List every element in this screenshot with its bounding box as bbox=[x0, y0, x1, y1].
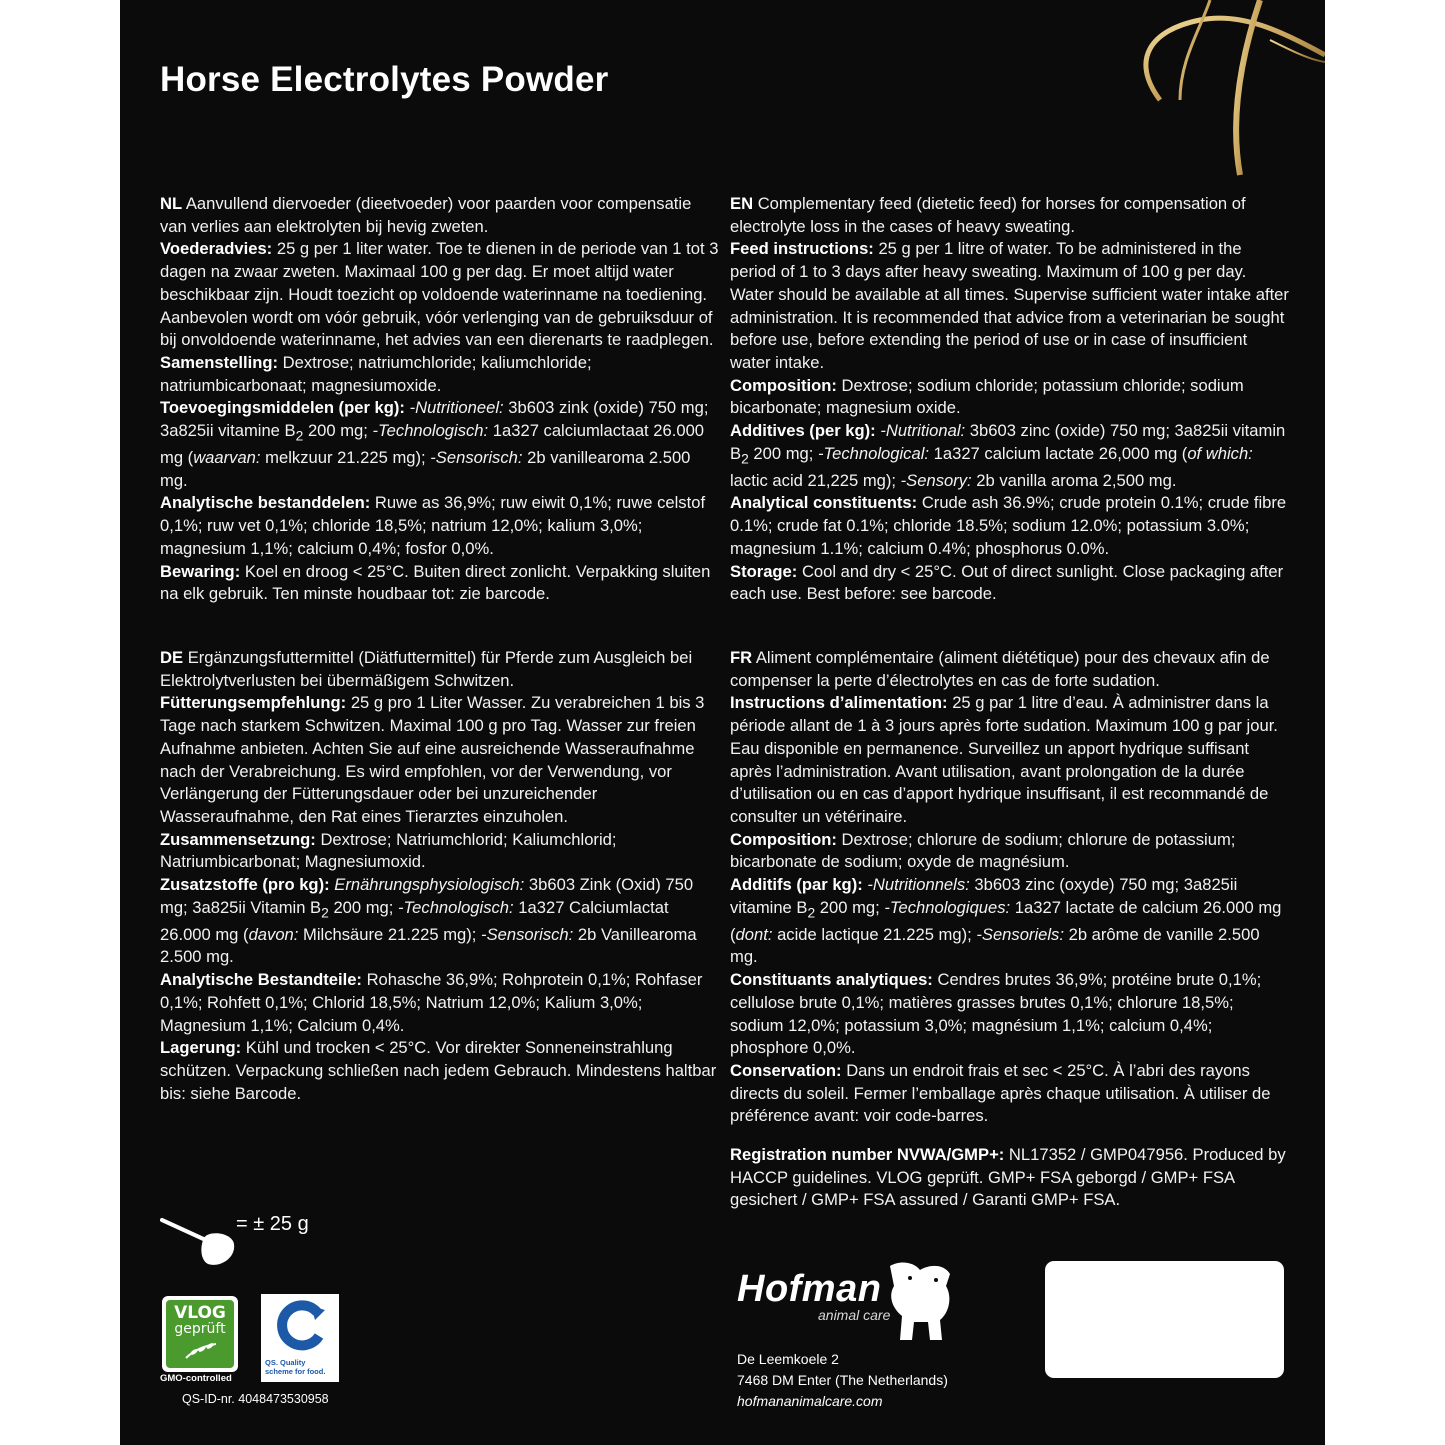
french-section bbox=[730, 647, 1290, 1128]
gold-flourish-icon bbox=[1120, 0, 1325, 180]
fr-feed: Instructions d’alimentation: 25 g par 1 litre d’eau. À administrer dans la période allant de 1 à 3 jours après forte sudation. Maximum 100 g par jour. Eau disponible en permanence. Surveillez un apport hydrique suffisant après l’administration. Avant utilisation, avant prolongation de la durée d’utilisation ou en cas d’apport hydrique insuffisant, il est recommandé de consulter un vétérinaire. bbox=[730, 693, 1278, 826]
barcode-area bbox=[1045, 1261, 1284, 1378]
german-section bbox=[160, 647, 720, 1105]
nl-feed: Voederadvies: 25 g per 1 liter water. Toe te dienen in de periode van 1 tot 3 dagen na zwaar zweten. Maximaal 100 g per dag. Er moet altijd water beschikbaar zijn. Houdt toezicht op voldoende waterinname na toediening. Aanbevolen wordt om vóór gebruik, vóór verlenging van de gebruiksduur of bij onvoldoende waterinname, het advies van een dierenarts te raadplegen. bbox=[160, 239, 719, 350]
leaf-icon bbox=[184, 1340, 218, 1362]
address-block bbox=[737, 1349, 948, 1412]
de-storage: Lagerung: Kühl und trocken < 25°C. Vor direkter Sonneneinstrahlung schützen. Verpackung schließen nach jedem Gebrauch. Mindestens haltbar bis: siehe Barcode. bbox=[160, 1038, 717, 1103]
english-section bbox=[730, 193, 1290, 606]
vlog-badge-inner bbox=[166, 1300, 234, 1368]
vlog-badge bbox=[162, 1296, 238, 1372]
qs-arrow-icon bbox=[261, 1298, 339, 1358]
nl-storage: Bewaring: Koel en droog < 25°C. Buiten direct zonlicht. Verpakking sluiten na elk gebruik. Ten minste houdbaar tot: zie barcode. bbox=[160, 561, 711, 604]
registration-block bbox=[730, 1144, 1290, 1212]
website-link[interactable]: hofmananimalcare.com bbox=[737, 1393, 883, 1409]
qs-id: QS-ID-nr. 4048473530958 bbox=[182, 1392, 329, 1406]
en-storage: Storage: Cool and dry < 25°C. Out of direct sunlight. Close packaging after each use. Best before: see barcode. bbox=[730, 561, 1284, 604]
en-intro: EN Complementary feed (dietetic feed) for horses for compensation of electrolyte loss in the cases of heavy sweating. bbox=[730, 194, 1246, 236]
de-analytical: Analytische Bestandteile: Rohasche 36,9%; Rohprotein 0,1%; Rohfaser 0,1%; Rohfett 0,1%; Chlorid 18,5%; Natrium 12,0%; Kalium 3,0%; Magnesium 1,1%; Calcium 0,4%. bbox=[160, 970, 703, 1035]
address-line-2: 7468 DM Enter (The Netherlands) bbox=[737, 1372, 948, 1388]
animals-logo-icon bbox=[880, 1256, 960, 1342]
product-title: Horse Electrolytes Powder bbox=[160, 60, 609, 99]
qs-badge bbox=[261, 1294, 339, 1382]
en-composition: Composition: Dextrose; sodium chloride; potassium chloride; sodium bicarbonate; magnesium oxide. bbox=[730, 375, 1244, 418]
de-intro: DE Ergänzungsfuttermittel (Diätfuttermittel) für Pferde zum Ausgleich bei Elektrolytverlusten bei übermäßigem Schwitzen. bbox=[160, 648, 693, 690]
vlog-title: VLOG bbox=[174, 1303, 226, 1323]
brand-logo: Hofman bbox=[737, 1268, 882, 1310]
en-analytical: Analytical constituents: Crude ash 36.9%; crude protein 0.1%; crude fibre 0.1%; crude fat 0.1%; chloride 18.5%; sodium 12.0%; potassium 3.0%; magnesium 1.1%; calcium 0.4%; phosphorus 0.0%. bbox=[730, 493, 1287, 558]
fr-composition: Composition: Dextrose; chlorure de sodium; chlorure de potassium; bicarbonate de sodium; oxyde de magnésium. bbox=[730, 829, 1236, 872]
fr-analytical: Constituants analytiques: Cendres brutes 36,9%; protéine brute 0,1%; cellulose brute 0,1%; matières grasses brutes 0,1%; chlorure 18,5%; sodium 12,0%; potassium 3,0%; magnésium 1,1%; calcium 0,4%; phosphore 0,0%. bbox=[730, 970, 1262, 1058]
nl-analytical: Analytische bestanddelen: Ruwe as 36,9%; ruw eiwit 0,1%; ruwe celstof 0,1%; ruw vet 0,1%; chloride 18,5%; natrium 12,0%; kalium 3,0%; magnesium 1,1%; calcium 0,4%; fosfor 0,0%. bbox=[160, 493, 706, 558]
de-additives: Zusatzstoffe (pro kg): Ernährungsphysiologisch: 3b603 Zink (Oxid) 750 mg; 3a825ii Vitamin $B_2$ 200 mg; -Technologisch: 1a327 Calciumlactat 26.000 mg (davon: Milchsäure 21.225 mg); -Sensorisch: 2b Vanillearoma 2.500 mg. bbox=[160, 875, 697, 967]
scoop-dose-text: = ± 25 g bbox=[236, 1213, 309, 1235]
en-feed: Feed instructions: 25 g per 1 litre of water. To be administered in the period of 1 to 3 days after heavy sweating. Maximum of 100 g per day. Water should be available at all times. Supervise sufficient water intake after administration. It is recommended that advice from a veterinarian be sought before use, before extending the period of use or in case of insufficient water intake. bbox=[730, 239, 1289, 372]
fr-additives: Additifs (par kg): -Nutritionnels: 3b603 zinc (oxyde) 750 mg; 3a825ii vitamine $B_2$ 200 mg; -Technologiques: 1a327 lactate de calcium 26.000 mg (dont: acide lactique 21.225 mg); -Sensoriels: 2b arôme de vanille 2.500 mg. bbox=[730, 875, 1282, 967]
brand-tagline: animal care bbox=[818, 1307, 891, 1323]
qs-badge-text: QS. Quality scheme for food. bbox=[265, 1358, 326, 1376]
label-panel bbox=[120, 0, 1325, 1445]
address-line-1: De Leemkoele 2 bbox=[737, 1351, 839, 1367]
en-additives: Additives (per kg): -Nutritional: 3b603 zinc (oxide) 750 mg; 3a825ii vitamin $B_2$ 200 mg; -Technological: 1a327 calcium lactate 26,000 mg (of which: lactic acid 21,225 mg); -Sensory: 2b vanilla aroma 2,500 mg. bbox=[730, 421, 1286, 490]
nl-intro: NL Aanvullend diervoeder (dieetvoeder) voor paarden voor compensatie van verlies aan elektrolyten bij hevig zweten. bbox=[160, 194, 692, 236]
gmo-caption: GMO-controlled bbox=[160, 1373, 232, 1384]
vlog-subtitle: geprüft bbox=[174, 1321, 226, 1337]
de-feed: Fütterungsempfehlung: 25 g pro 1 Liter Wasser. Zu verabreichen 1 bis 3 Tage nach starkem Schwitzen. Maximal 100 g pro Tag. Wasser zur freien Aufnahme anbieten. Achten Sie auf eine ausreichende Wasseraufnahme nach der Verabreichung. Es wird empfohlen, vor der Verwendung, vor Verlängerung der Fütterungsdauer oder bei unzureichender Wasseraufnahme, den Rat eines Tierarztes einzuholen. bbox=[160, 693, 705, 826]
de-composition: Zusammensetzung: Dextrose; Natriumchlorid; Kaliumchlorid; Natriumbicarbonat; Magnesiumoxid. bbox=[160, 829, 617, 872]
fr-intro: FR Aliment complémentaire (aliment diététique) pour des chevaux afin de compenser la perte d’électrolytes en cas de forte sudation. bbox=[730, 648, 1270, 690]
registration-text: Registration number NVWA/GMP+: NL17352 / GMP047956. Produced by HACCP guidelines. VLOG geprüft. GMP+ FSA geborgd / GMP+ FSA gesichert / GMP+ FSA assured / Garanti GMP+ FSA. bbox=[730, 1145, 1286, 1210]
nl-composition: Samenstelling: Dextrose; natriumchloride; kaliumchloride; natriumbicarbonaat; magnesiumoxide. bbox=[160, 352, 592, 395]
fr-storage: Conservation: Dans un endroit frais et sec < 25°C. À l’abri des rayons directs du soleil. Fermer l’emballage après chaque utilisation. À utiliser de préférence avant: voir code-barres. bbox=[730, 1060, 1271, 1126]
dutch-section bbox=[160, 193, 720, 606]
measuring-scoop-icon bbox=[160, 1212, 240, 1270]
nl-additives: Toevoegingsmiddelen (per kg): -Nutritioneel: 3b603 zink (oxide) 750 mg; 3a825ii vitamine $B_2$ 200 mg; -Technologisch: 1a327 calciumlactaat 26.000 mg (waarvan: melkzuur 21.225 mg); -Sensorisch: 2b vanillearoma 2.500 mg. bbox=[160, 398, 709, 490]
